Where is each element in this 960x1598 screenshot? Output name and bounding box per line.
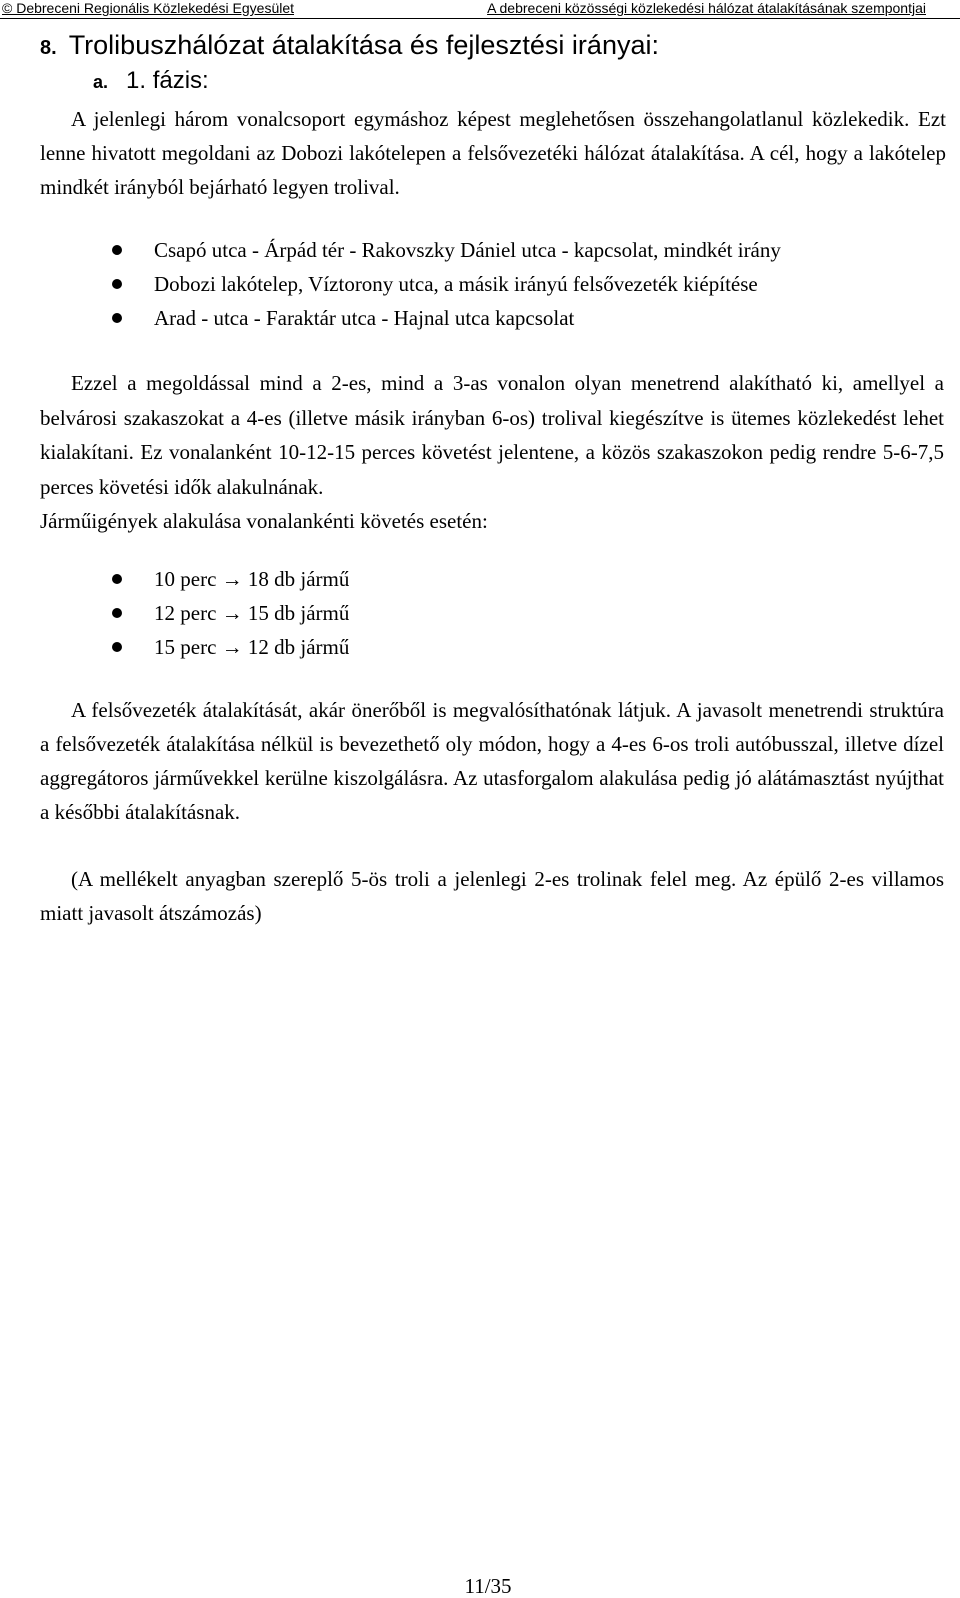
vehicle-needs-list xyxy=(108,562,349,664)
list-item xyxy=(108,301,781,335)
page-header xyxy=(0,0,960,19)
overhead-line-paragraph: A felsővezeték átalakítását, akár önerőből is megvalósíthatónak látjuk. A javasolt menetrendi struktúra a felsővezeték átalakítása nélkül is bevezethető oly módon, hogy a 4-es 6-os troli autóbusszal, illetve dízel aggregátoros járművekkel kerülne kiszolgálásra. Az utasforgalom alakulása pedig jó alátámasztást nyújthat a későbbi átalakításnak. xyxy=(40,698,944,824)
subsection-title: 1. fázis: xyxy=(126,67,209,94)
list-item xyxy=(108,562,349,596)
bullet-icon xyxy=(112,279,122,289)
header-left-text: © Debreceni Regionális Közlekedési Egyesület xyxy=(2,0,295,16)
bullet-icon xyxy=(112,313,122,323)
schedule-paragraph-body: Ezzel a megoldással mind a 2-es, mind a 3-as vonalon olyan menetrend alakítható ki, amellyel a belvárosi szakaszokat a 4-es (illetve másik irányban 6-os) trolival kiegészítve is ütemes közlekedést lehet kialakítani. Ez vonalanként 10-12-15 perces követést jelentene, a közös szakaszokon pedig rendre 5-6-7,5 perces követési idők alakulnának. xyxy=(40,371,944,499)
list-item-text: 10 perc → 18 db jármű xyxy=(154,567,350,591)
bullet-icon xyxy=(112,574,122,584)
list-item xyxy=(108,233,781,267)
vehicle-needs-intro: Járműigények alakulása vonalankénti követés esetén: xyxy=(40,509,488,533)
section-number: 8. xyxy=(40,37,57,59)
bullet-icon xyxy=(112,642,122,652)
bullet-icon xyxy=(112,608,122,618)
section-heading xyxy=(40,28,659,65)
list-item xyxy=(108,267,781,301)
renumbering-note: (A mellékelt anyagban szereplő 5-ös troli a jelenlegi 2-es trolinak felel meg. Az épülő 2-es villamos miatt javasolt átszámozás) xyxy=(40,867,944,925)
bullet-icon xyxy=(112,245,122,255)
schedule-paragraph xyxy=(40,366,944,539)
list-item xyxy=(108,630,349,664)
subsection-number: a. xyxy=(93,72,109,92)
section-title: Trolibuszhálózat átalakítása és fejlesztési irányai: xyxy=(68,30,659,60)
list-item-text: 12 perc → 15 db jármű xyxy=(154,601,350,625)
subsection-heading xyxy=(93,66,209,97)
list-item xyxy=(108,596,349,630)
list-item-text: 15 perc → 12 db jármű xyxy=(154,635,350,659)
list-item-text: Dobozi lakótelep, Víztorony utca, a másik irányú felsővezeték kiépítése xyxy=(154,272,758,296)
page-number: 11/35 xyxy=(464,1574,512,1598)
list-item-text: Arad - utca - Faraktár utca - Hajnal utca kapcsolat xyxy=(154,306,575,330)
route-bullet-list xyxy=(108,233,781,335)
intro-paragraph: A jelenlegi három vonalcsoport egymáshoz képest meglehetősen összehangolatlanul közlekedik. Ezt lenne hivatott megoldani az Dobozi lakótelepen a felsővezetéki hálózat átalakítása. A cél, hogy a lakótelep mindkét irányból bejárható legyen trolival. xyxy=(40,107,946,199)
list-item-text: Csapó utca - Árpád tér - Rakovszky Dániel utca - kapcsolat, mindkét irány xyxy=(154,238,781,262)
header-right-text: A debreceni közösségi közlekedési hálózat átalakításának szempontjai xyxy=(487,0,926,16)
